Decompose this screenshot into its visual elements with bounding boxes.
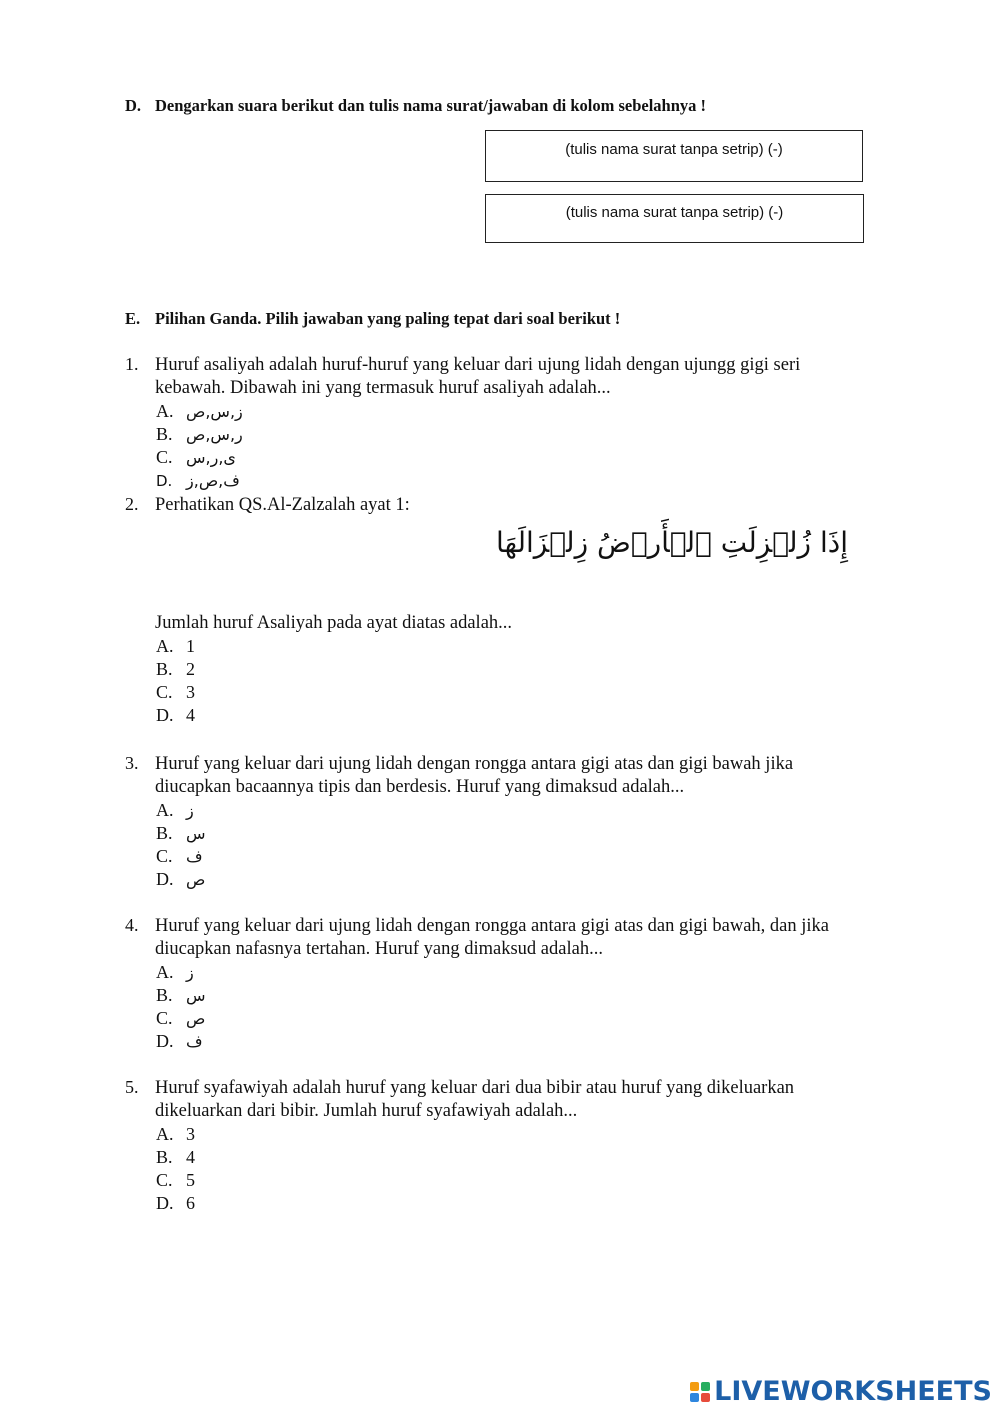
option-label: C. — [156, 447, 173, 467]
answer-input-2-placeholder: (tulis nama surat tanpa setrip) (-) — [565, 204, 784, 221]
option-value: 2 — [186, 659, 195, 679]
question-1-option-d[interactable] — [156, 469, 240, 493]
option-label: D. — [156, 1031, 174, 1051]
question-3-line-1: Huruf yang keluar dari ujung lidah dengan rongga antara gigi atas dan gigi bawah jika — [155, 754, 794, 774]
question-3-text — [155, 753, 895, 799]
option-label: C. — [156, 846, 173, 866]
question-2-line-2: Jumlah huruf Asaliyah pada ayat diatas adalah... — [155, 613, 513, 633]
question-1-line-1: Huruf asaliyah adalah huruf-huruf yang keluar dari ujung lidah dengan ujungg gigi seri — [155, 355, 801, 375]
liveworksheets-logo — [690, 1376, 992, 1407]
option-value: 3 — [186, 1124, 195, 1144]
question-2-number: 2. — [125, 494, 139, 514]
option-label: C. — [156, 682, 173, 702]
question-5-line-1: Huruf syafawiyah adalah huruf yang keluar dari dua bibir atau huruf yang dikeluarkan — [155, 1078, 795, 1098]
liveworksheets-logo-icon — [690, 1382, 710, 1402]
question-3-option-c[interactable] — [156, 845, 203, 868]
option-value: 6 — [186, 1193, 195, 1213]
option-label: A. — [156, 636, 174, 656]
section-d-letter: D. — [125, 96, 142, 115]
answer-input-1-placeholder: (tulis nama surat tanpa setrip) (-) — [565, 141, 783, 158]
question-5-option-a[interactable] — [156, 1123, 195, 1146]
question-2-option-b[interactable] — [156, 658, 195, 681]
option-value: 1 — [186, 636, 195, 656]
liveworksheets-logo-text: LIVEWORKSHEETS — [714, 1376, 992, 1407]
option-value: س — [186, 986, 206, 1005]
quran-verse: إِذَا زُلۡزِلَتِ ٱلۡأَرۡضُ زِلۡزَالَهَا — [496, 526, 848, 559]
option-label: D. — [156, 1193, 174, 1213]
option-label: A. — [156, 800, 174, 820]
option-label: D. — [156, 705, 174, 725]
question-5-option-d[interactable] — [156, 1192, 195, 1215]
option-label: B. — [156, 985, 173, 1005]
question-1-text — [155, 354, 895, 400]
question-2-option-c[interactable] — [156, 681, 195, 704]
section-e-heading — [125, 309, 620, 329]
option-label: D. — [156, 472, 173, 490]
section-d-heading — [125, 96, 706, 116]
question-4-number: 4. — [125, 915, 139, 935]
question-4-line-1: Huruf yang keluar dari ujung lidah dengan rongga antara gigi atas dan gigi bawah, dan jika — [155, 916, 830, 936]
answer-input-1[interactable] — [485, 130, 863, 182]
question-3-line-2: diucapkan bacaannya tipis dan berdesis. Huruf yang dimaksud adalah... — [155, 777, 685, 797]
option-value: ر,س,ص — [186, 425, 243, 444]
question-5-text — [155, 1077, 895, 1123]
question-3-option-d[interactable] — [156, 868, 205, 891]
section-e-letter: E. — [125, 309, 141, 328]
question-3-option-a[interactable] — [156, 799, 194, 822]
option-label: A. — [156, 401, 174, 421]
option-value: ز — [186, 801, 194, 820]
option-value: ز,س,ص — [186, 402, 243, 421]
question-3-option-b[interactable] — [156, 822, 206, 845]
option-value: ى,ر,س — [186, 448, 236, 467]
option-label: B. — [156, 424, 173, 444]
option-value: 5 — [186, 1170, 195, 1190]
option-label: D. — [156, 869, 174, 889]
option-label: C. — [156, 1008, 173, 1028]
question-4-option-c[interactable] — [156, 1007, 205, 1030]
question-1-line-2: kebawah. Dibawah ini yang termasuk huruf asaliyah adalah... — [155, 378, 611, 398]
option-value: 4 — [186, 1147, 195, 1167]
question-2-option-a[interactable] — [156, 635, 195, 658]
question-1-option-a[interactable] — [156, 400, 243, 423]
question-4-line-2: diucapkan nafasnya tertahan. Huruf yang dimaksud adalah... — [155, 939, 603, 959]
question-4-option-a[interactable] — [156, 961, 194, 984]
option-value: 3 — [186, 682, 195, 702]
question-2-option-d[interactable] — [156, 704, 195, 727]
question-5-option-b[interactable] — [156, 1146, 195, 1169]
question-3-number: 3. — [125, 753, 139, 773]
question-2-line-1: Perhatikan QS.Al-Zalzalah ayat 1: — [155, 495, 410, 515]
question-1-option-b[interactable] — [156, 423, 243, 446]
question-1-option-c[interactable] — [156, 446, 236, 469]
option-label: B. — [156, 1147, 173, 1167]
option-label: B. — [156, 659, 173, 679]
option-value: ز — [186, 963, 194, 982]
question-4-text — [155, 915, 895, 961]
option-value: ص — [186, 1009, 206, 1028]
section-d-title: Dengarkan suara berikut dan tulis nama surat/jawaban di kolom sebelahnya ! — [155, 96, 707, 115]
option-label: B. — [156, 823, 173, 843]
option-value: س — [186, 824, 206, 843]
option-label: A. — [156, 962, 174, 982]
option-value: ف,ص,ز — [186, 471, 240, 490]
answer-input-2[interactable] — [485, 194, 864, 243]
question-5-line-2: dikeluarkan dari bibir. Jumlah huruf syafawiyah adalah... — [155, 1101, 578, 1121]
question-5-option-c[interactable] — [156, 1169, 195, 1192]
option-value: 4 — [186, 705, 195, 725]
question-1-number: 1. — [125, 354, 139, 374]
question-4-option-d[interactable] — [156, 1030, 203, 1053]
question-4-option-b[interactable] — [156, 984, 206, 1007]
option-value: ف — [186, 847, 203, 866]
option-value: ص — [186, 870, 206, 889]
option-label: A. — [156, 1124, 174, 1144]
question-5-number: 5. — [125, 1077, 139, 1097]
option-label: C. — [156, 1170, 173, 1190]
option-value: ف — [186, 1032, 203, 1051]
section-e-title: Pilihan Ganda. Pilih jawaban yang paling tepat dari soal berikut ! — [155, 309, 621, 328]
